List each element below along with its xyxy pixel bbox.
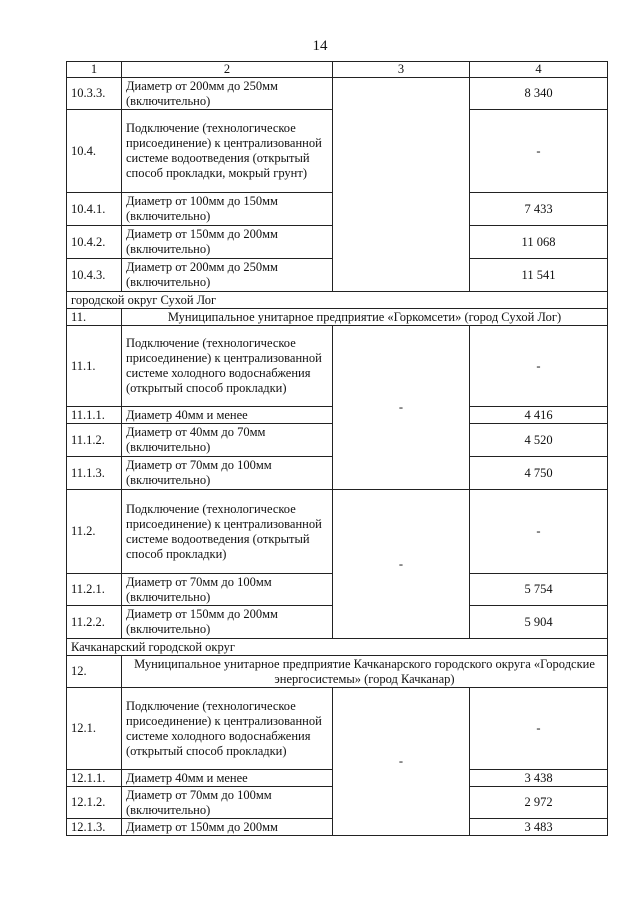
item-value: 5 754 [470,574,608,606]
item-description: Диаметр от 150мм до 200мм (включительно) [122,226,333,259]
item-description: Подключение (технологическое присоединение) к централизованной системе холодного водоснабжения (открытый способ прокладки) [122,326,333,407]
column-header: 2 [122,62,333,78]
item-number: 12.1.2. [67,787,122,819]
item-number: 10.4.2. [67,226,122,259]
column-header: 3 [333,62,470,78]
item-value: 4 750 [470,457,608,490]
item-number: 11.1.1. [67,407,122,424]
region-name: Качканарский городской округ [67,639,608,656]
organization-row [67,656,608,688]
organization-name: Муниципальное унитарное предприятие Качканарского городского округа «Городские энергосистемы» (город Качканар) [122,656,608,688]
item-number: 11.2.2. [67,606,122,639]
region-row [67,639,608,656]
item-number: 11. [67,309,122,326]
item-value: 8 340 [470,78,608,110]
item-description: Подключение (технологическое присоединение) к централизованной системе водоотведения (открытый способ прокладки, мокрый грунт) [122,110,333,193]
item-value: 7 433 [470,193,608,226]
region-name: городской округ Сухой Лог [67,292,608,309]
organization-row [67,309,608,326]
item-number: 11.2. [67,490,122,574]
item-description: Диаметр от 150мм до 200мм (включительно) [122,606,333,639]
item-description: Подключение (технологическое присоединение) к централизованной системе холодного водоснабжения (открытый способ прокладки) [122,688,333,770]
item-value: 4 520 [470,424,608,457]
item-value: 11 541 [470,259,608,292]
item-value: - [470,326,608,407]
item-description: Диаметр от 150мм до 200мм [122,819,333,836]
table-row [67,490,608,574]
item-number: 11.1. [67,326,122,407]
table-row [67,326,608,407]
organization-name: Муниципальное унитарное предприятие «Горкомсети» (город Сухой Лог) [122,309,608,326]
item-value: 4 416 [470,407,608,424]
item-number: 12.1. [67,688,122,770]
item-value: 5 904 [470,606,608,639]
item-number: 11.1.2. [67,424,122,457]
item-value: 3 483 [470,819,608,836]
column3-cell: - [333,326,470,490]
item-value: 3 438 [470,770,608,787]
table-row [67,78,608,110]
item-number: 10.3.3. [67,78,122,110]
table-row [67,688,608,770]
item-number: 10.4.1. [67,193,122,226]
item-description: Диаметр от 70мм до 100мм (включительно) [122,787,333,819]
column3-cell [333,78,470,292]
tariff-table [66,61,608,836]
item-number: 11.2.1. [67,574,122,606]
item-description: Диаметр от 70мм до 100мм (включительно) [122,574,333,606]
column-header: 4 [470,62,608,78]
item-value: 2 972 [470,787,608,819]
item-description: Диаметр 40мм и менее [122,770,333,787]
item-description: Диаметр от 70мм до 100мм (включительно) [122,457,333,490]
item-description: Диаметр от 200мм до 250мм (включительно) [122,78,333,110]
column-header: 1 [67,62,122,78]
item-description: Диаметр от 200мм до 250мм (включительно) [122,259,333,292]
item-description: Диаметр от 100мм до 150мм (включительно) [122,193,333,226]
column3-cell: - [333,490,470,639]
item-number: 10.4.3. [67,259,122,292]
item-number: 12. [67,656,122,688]
item-number: 10.4. [67,110,122,193]
table-header-row [67,62,608,78]
item-number: 11.1.3. [67,457,122,490]
item-value: 11 068 [470,226,608,259]
page-number: 14 [312,38,328,54]
region-row [67,292,608,309]
item-value: - [470,688,608,770]
item-value: - [470,110,608,193]
item-description: Диаметр 40мм и менее [122,407,333,424]
column3-cell: - [333,688,470,836]
item-description: Диаметр от 40мм до 70мм (включительно) [122,424,333,457]
item-number: 12.1.3. [67,819,122,836]
item-description: Подключение (технологическое присоединение) к централизованной системе водоотведения (открытый способ прокладки) [122,490,333,574]
item-value: - [470,490,608,574]
item-number: 12.1.1. [67,770,122,787]
